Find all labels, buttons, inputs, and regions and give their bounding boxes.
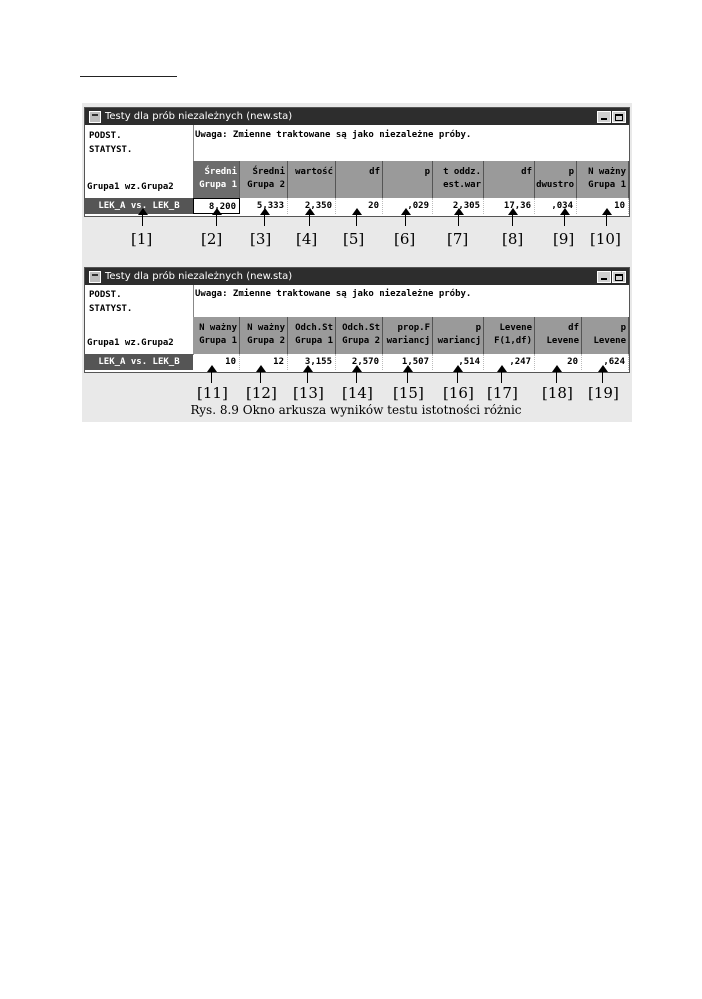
marker-label: [4] (296, 230, 318, 248)
marker-label: [11] (197, 384, 228, 402)
marker-label: [18] (542, 384, 573, 402)
table-cell[interactable]: ,029 (383, 198, 433, 214)
minimize-icon[interactable] (597, 271, 611, 283)
table-cell[interactable]: 8,200 (193, 198, 240, 214)
info-line: STATYST. (89, 145, 133, 155)
column-header-row (193, 161, 629, 198)
marker-arrow (597, 365, 609, 383)
marker-arrow (402, 365, 414, 383)
window-titlebar[interactable] (85, 108, 629, 125)
marker-arrow (211, 208, 223, 226)
spreadsheet-icon (89, 271, 101, 283)
column-header[interactable]: df (336, 161, 383, 198)
window-titlebar[interactable] (85, 268, 629, 285)
marker-label: [6] (394, 230, 416, 248)
column-header[interactable]: Średni Grupa 1 (193, 161, 240, 198)
table-cell[interactable]: 12 (240, 354, 288, 370)
table-cell[interactable]: ,034 (535, 198, 577, 214)
marker-label: [13] (293, 384, 324, 402)
marker-label: [7] (447, 230, 469, 248)
marker-label: [5] (343, 230, 365, 248)
notice-text: Uwaga: Zmienne traktowane są jako niezależne próby. (195, 130, 472, 140)
table-cell[interactable]: 2,350 (288, 198, 336, 214)
column-header[interactable]: Odch.St Grupa 2 (336, 317, 383, 354)
minimize-icon[interactable] (597, 111, 611, 123)
column-header-row (193, 317, 629, 354)
table-cell[interactable]: ,247 (484, 354, 535, 370)
table-cell[interactable]: 2,570 (336, 354, 383, 370)
maximize-icon[interactable] (612, 111, 626, 123)
marker-label: [10] (590, 230, 621, 248)
column-header[interactable]: p dwustro (535, 161, 577, 198)
marker-label: [15] (393, 384, 424, 402)
column-header[interactable]: p wariancj (433, 317, 484, 354)
group-label: Grupa1 wz.Grupa2 (87, 338, 174, 348)
marker-label: [8] (502, 230, 524, 248)
table-cell[interactable]: 20 (336, 198, 383, 214)
marker-arrow (255, 365, 267, 383)
table-cell[interactable]: 1,507 (383, 354, 433, 370)
case-name[interactable]: LEK_A vs. LEK_B (85, 354, 193, 370)
marker-label: [1] (131, 230, 153, 248)
table-cell[interactable]: 10 (577, 198, 629, 214)
column-header[interactable]: Levene F(1,df) (484, 317, 535, 354)
marker-arrow (351, 208, 363, 226)
column-header[interactable]: t oddz. est.war (433, 161, 484, 198)
info-line: PODST. (89, 290, 122, 300)
info-line: STATYST. (89, 304, 133, 314)
marker-arrow (452, 365, 464, 383)
marker-label: [19] (588, 384, 619, 402)
marker-label: [14] (342, 384, 373, 402)
marker-arrow (259, 208, 271, 226)
window-title: Testy dla prób niezależnych (new.sta) (105, 111, 293, 122)
marker-arrow (304, 208, 316, 226)
column-header[interactable]: prop.F wariancj (383, 317, 433, 354)
notice-text: Uwaga: Zmienne traktowane są jako niezależne próby. (195, 289, 472, 299)
marker-arrow (559, 208, 571, 226)
marker-arrow (496, 365, 508, 383)
marker-label: [2] (201, 230, 223, 248)
table-cell[interactable]: 17,36 (484, 198, 535, 214)
column-header[interactable]: N ważny Grupa 1 (193, 317, 240, 354)
column-header[interactable]: N ważny Grupa 1 (577, 161, 629, 198)
table-cell[interactable]: 10 (193, 354, 240, 370)
table-cell[interactable]: 20 (535, 354, 582, 370)
marker-label: [17] (487, 384, 518, 402)
marker-arrow (551, 365, 563, 383)
marker-label: [3] (250, 230, 272, 248)
marker-arrow (302, 365, 314, 383)
marker-arrow (601, 208, 613, 226)
figure-caption: Rys. 8.9 Okno arkusza wyników testu istotności różnic (190, 403, 522, 417)
maximize-icon[interactable] (612, 271, 626, 283)
marker-arrow (453, 208, 465, 226)
case-name[interactable]: LEK_A vs. LEK_B (85, 198, 193, 214)
marker-arrow (137, 208, 149, 226)
spreadsheet-icon (89, 111, 101, 123)
info-line: PODST. (89, 131, 122, 141)
table-cell[interactable]: 2,305 (433, 198, 484, 214)
column-header[interactable]: p (383, 161, 433, 198)
marker-arrow (400, 208, 412, 226)
results-window-1[interactable] (84, 107, 630, 217)
top-rule (80, 76, 177, 77)
column-header[interactable]: p Levene (582, 317, 629, 354)
marker-arrow (206, 365, 218, 383)
marker-arrow (507, 208, 519, 226)
window-title: Testy dla prób niezależnych (new.sta) (105, 271, 293, 282)
column-header[interactable]: Średni Grupa 2 (240, 161, 288, 198)
table-cell[interactable]: ,514 (433, 354, 484, 370)
table-cell[interactable]: ,624 (582, 354, 629, 370)
group-label: Grupa1 wz.Grupa2 (87, 182, 174, 192)
column-header[interactable]: N ważny Grupa 2 (240, 317, 288, 354)
column-header[interactable]: df Levene (535, 317, 582, 354)
marker-label: [9] (553, 230, 575, 248)
column-header[interactable]: df (484, 161, 535, 198)
marker-label: [16] (443, 384, 474, 402)
marker-arrow (351, 365, 363, 383)
table-cell[interactable]: 5,333 (240, 198, 288, 214)
table-cell[interactable]: 3,155 (288, 354, 336, 370)
column-header[interactable]: wartość (288, 161, 336, 198)
marker-label: [12] (246, 384, 277, 402)
column-header[interactable]: Odch.St Grupa 1 (288, 317, 336, 354)
results-window-2[interactable] (84, 267, 630, 373)
